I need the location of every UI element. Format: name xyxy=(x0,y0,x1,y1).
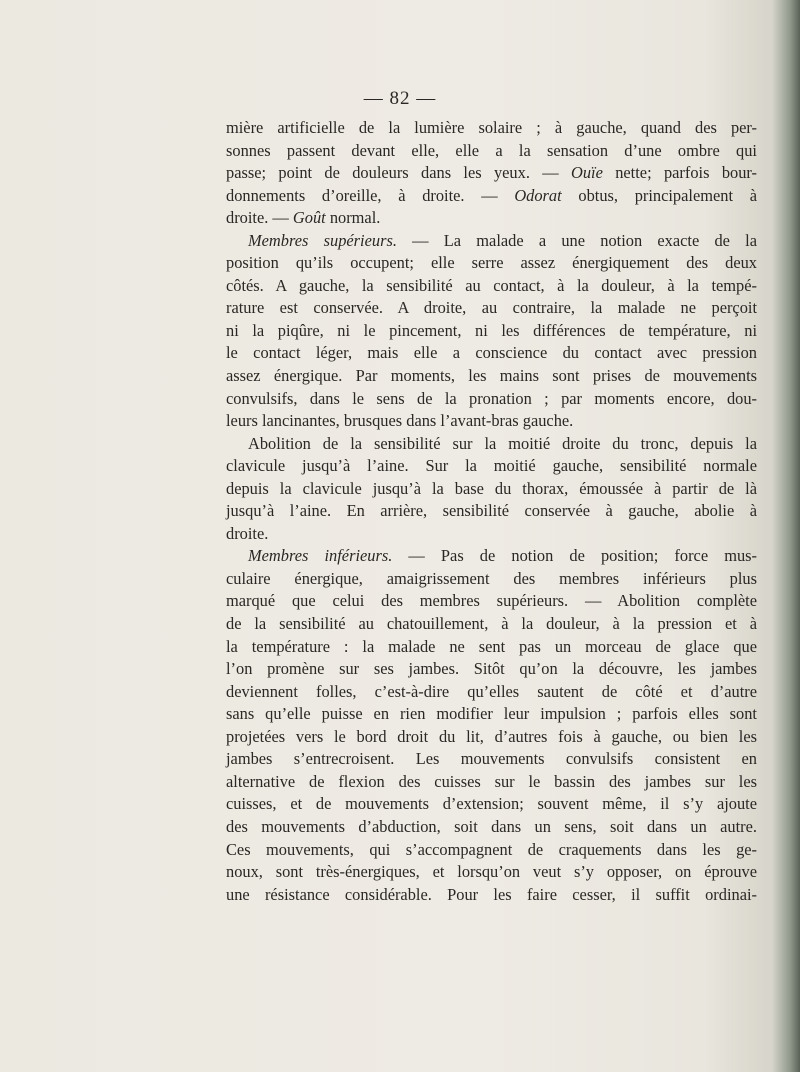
text-line xyxy=(226,839,757,862)
text-segment: mière artificielle de la lumière solaire ; à gauche, quand des per- xyxy=(226,118,757,137)
text-segment: normal. xyxy=(325,208,381,228)
italic-heading: Goût xyxy=(292,208,326,228)
text-segment: Ces mouvements, qui s’accompagnent de craquements dans les ge- xyxy=(226,839,757,859)
text-segment: passe; point de douleurs dans les yeux. — xyxy=(226,163,571,183)
text-segment: — Pas de notion de position; force mus- xyxy=(392,546,757,566)
text-line xyxy=(226,117,757,140)
page-number: — 82 — xyxy=(363,88,437,109)
text-segment: convulsifs, dans le sens de la pronation ; par moments encore, dou- xyxy=(226,388,757,408)
text-line xyxy=(226,658,757,681)
text-line xyxy=(226,500,757,523)
text-segment: Abolition de la sensibilité sur la moitié droite du tronc, depuis la xyxy=(248,433,757,453)
text-segment: cuisses, et de mouvements d’extension; souvent même, il s’y ajoute xyxy=(226,794,757,814)
text-segment: noux, sont très-énergiques, et lorsqu’on veut s’y opposer, on éprouve xyxy=(226,862,757,882)
text-segment: nette; parfois bour- xyxy=(602,163,757,183)
text-line xyxy=(226,771,757,794)
text-line xyxy=(226,748,757,771)
text-segment: le contact léger, mais elle a conscience du contact avec pression xyxy=(226,343,757,363)
text-segment: de la sensibilité au chatouillement, à la douleur, à la pression et à xyxy=(226,614,757,634)
text-segment: jambes s’entrecroisent. Les mouvements convulsifs consistent en xyxy=(226,749,757,769)
text-line xyxy=(226,703,757,726)
text-line xyxy=(226,545,757,568)
text-segment: droite. xyxy=(226,523,269,543)
text-line xyxy=(226,410,757,433)
text-line xyxy=(226,297,757,320)
text-line xyxy=(226,433,757,456)
text-segment: depuis la clavicule jusqu’à la base du thorax, émoussée à partir de là xyxy=(226,478,757,498)
text-segment: donnements d’oreille, à droite. — xyxy=(226,185,515,205)
text-segment: marqué que celui des membres supérieurs. — Abolition complète xyxy=(226,591,757,611)
text-segment: obtus, principalement à xyxy=(561,185,757,205)
text-line xyxy=(226,275,757,298)
text-line xyxy=(226,455,757,478)
text-segment: ni la piqûre, ni le pincement, ni les différences de température, ni xyxy=(226,320,757,340)
text-line xyxy=(226,252,757,275)
text-segment: rature est conservée. A droite, au contraire, la malade ne perçoit xyxy=(226,298,757,318)
body-text xyxy=(226,117,757,906)
text-line xyxy=(226,140,757,163)
text-line xyxy=(226,793,757,816)
text-line xyxy=(226,388,757,411)
text-line xyxy=(226,681,757,704)
text-line xyxy=(226,636,757,659)
text-line xyxy=(226,365,757,388)
text-line xyxy=(226,523,757,546)
text-segment: sonnes passent devant elle, elle a la sensation d’une ombre qui xyxy=(226,140,757,160)
text-segment: alternative de flexion des cuisses sur le bassin des jambes sur les xyxy=(226,771,757,791)
text-segment: jusqu’à l’aine. En arrière, sensibilité conservée à gauche, abolie à xyxy=(226,501,757,521)
text-line xyxy=(226,230,757,253)
italic-heading: Membres supérieurs. xyxy=(248,230,397,250)
italic-heading: Ouïe xyxy=(571,163,603,183)
text-line xyxy=(226,162,757,185)
text-segment: une résistance considérable. Pour les faire cesser, il suffit ordinai- xyxy=(226,884,757,904)
text-segment: droite. — xyxy=(226,208,293,228)
text-segment: clavicule jusqu’à l’aine. Sur la moitié gauche, sensibilité normale xyxy=(226,456,757,476)
text-line xyxy=(226,320,757,343)
text-line xyxy=(226,342,757,365)
text-segment: deviennent folles, c’est-à-dire qu’elles sautent de côté et d’autre xyxy=(226,681,757,701)
text-segment: sans qu’elle puisse en rien modifier leur impulsion ; parfois elles sont xyxy=(226,704,757,724)
text-line xyxy=(226,726,757,749)
text-segment: la température : la malade ne sent pas un morceau de glace que xyxy=(226,636,757,656)
text-segment: côtés. A gauche, la sensibilité au contact, à la douleur, à la tempé- xyxy=(226,275,757,295)
text-segment: des mouvements d’abduction, soit dans un sens, soit dans un autre. xyxy=(226,816,757,836)
text-segment: culaire énergique, amaigrissement des membres inférieurs plus xyxy=(226,568,757,588)
text-line xyxy=(226,478,757,501)
text-segment: projetées vers le bord droit du lit, d’autres fois à gauche, ou bien les xyxy=(226,726,757,746)
text-line xyxy=(226,590,757,613)
text-line xyxy=(226,207,757,230)
text-line xyxy=(226,816,757,839)
text-segment: l’on promène sur ses jambes. Sitôt qu’on la découvre, les jambes xyxy=(226,659,757,679)
text-segment: position qu’ils occupent; elle serre assez énergiquement des deux xyxy=(226,253,757,273)
text-line xyxy=(226,613,757,636)
text-line xyxy=(226,185,757,208)
text-line xyxy=(226,884,757,907)
text-segment: — La malade a une notion exacte de la xyxy=(396,230,757,250)
page-edge-shadow xyxy=(772,0,800,1072)
text-line xyxy=(226,861,757,884)
italic-heading: Odorat xyxy=(514,185,562,205)
text-line xyxy=(226,568,757,591)
text-segment: assez énergique. Par moments, les mains sont prises de mouvements xyxy=(226,366,757,386)
text-segment: leurs lancinantes, brusques dans l’avant-bras gauche. xyxy=(226,411,574,431)
italic-heading: Membres inférieurs. xyxy=(248,546,393,566)
